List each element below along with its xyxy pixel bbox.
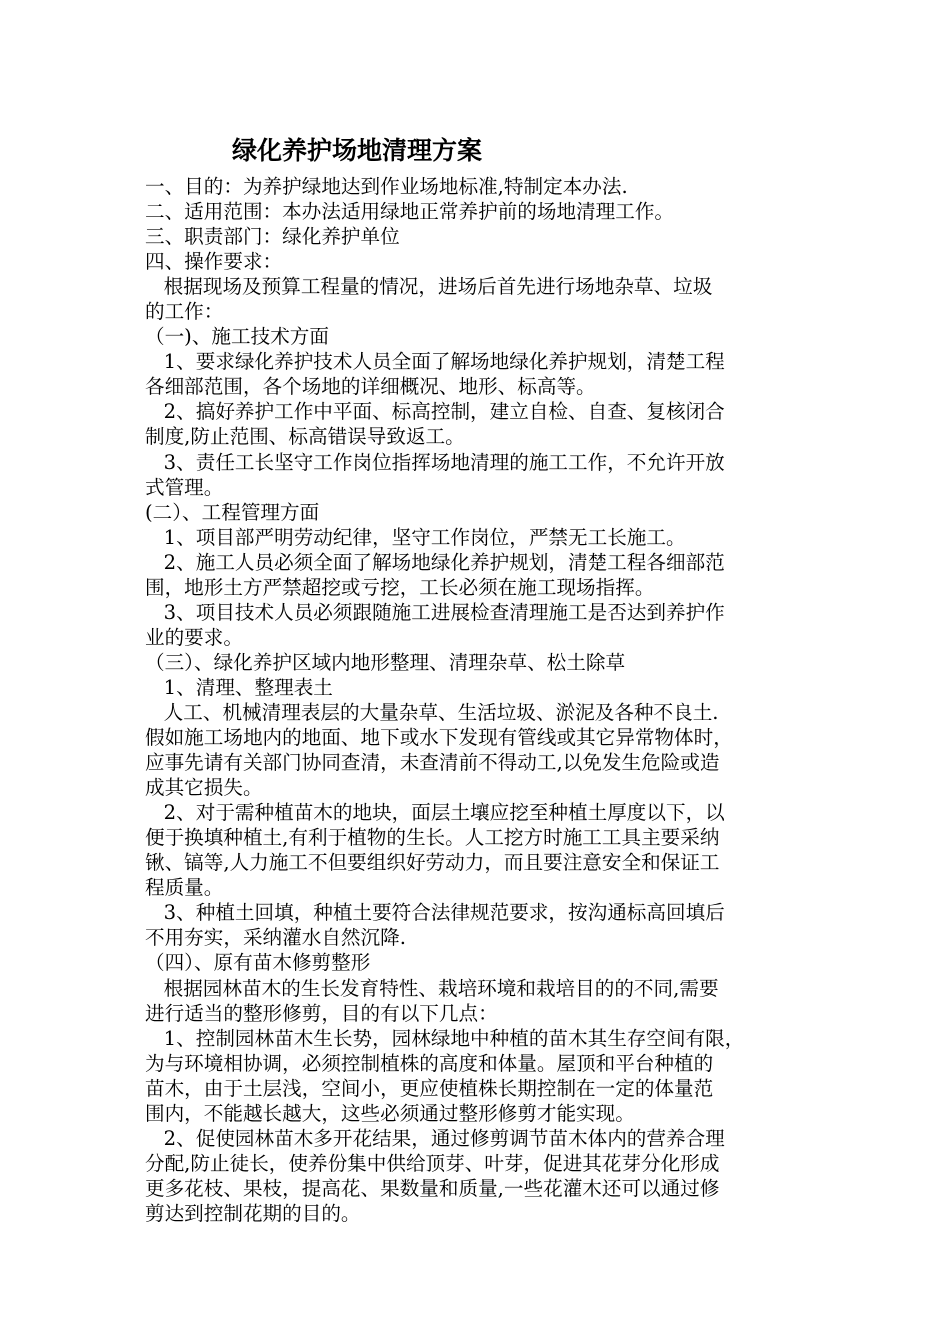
paragraph-line: （四）、原有苗木修剪整形 (145, 951, 371, 975)
paragraph-line: 更多花枝、果枝，提高花、果数量和质量,一些花灌木还可以通过修 (145, 1176, 720, 1200)
paragraph-line: （三）、绿化养护区域内地形整理、清理杂草、松土除草 (145, 650, 626, 674)
paragraph-line: （一)、施工技术方面 (145, 325, 329, 349)
document-title: 绿化养护场地清理方案 (232, 136, 483, 165)
paragraph-line: 围内，不能越长越大，这些必须通过整形修剪才能实现。 (145, 1101, 635, 1125)
paragraph-line: 根据现场及预算工程量的情况，进场后首先进行场地杂草、垃圾 (145, 275, 713, 299)
paragraph-line: 便于换填种植土,有利于植物的生长。人工挖方时施工工具主要采纳 (145, 826, 720, 850)
document-body (145, 174, 817, 1226)
paragraph-line: 应事先请有关部门协同查清，未查清前不得动工,以免发生危险或造 (145, 751, 720, 775)
paragraph-line: 剪达到控制花期的目的。 (145, 1201, 361, 1225)
paragraph-line: 苗木，由于土层浅，空间小，更应使植株长期控制在一定的体量范 (145, 1076, 714, 1100)
paragraph-line: 四、操作要求： (145, 250, 283, 274)
paragraph-line: 1、控制园林苗木生长势，园林绿地中种植的苗木其生存空间有限， (145, 1026, 745, 1050)
paragraph-line: 3、种植土回填，种植土要符合法律规范要求，按沟通标高回填后 (145, 901, 725, 925)
paragraph-line: 1、项目部严明劳动纪律，坚守工作岗位，严禁无工长施工。 (145, 525, 686, 549)
paragraph-line: 假如施工场地内的地面、地下或水下发现有管线或其它异常物体时， (145, 726, 733, 750)
paragraph-line: (二）、工程管理方面 (145, 500, 320, 524)
paragraph-line: 业的要求。 (145, 625, 243, 649)
paragraph-line: 2、促使园林苗木多开花结果，通过修剪调节苗木体内的营养合理 (145, 1126, 725, 1150)
paragraph-line: 2、搞好养护工作中平面、标高控制，建立自检、自查、复核闭合 (145, 400, 725, 424)
paragraph-line: 三、职责部门：绿化养护单位 (145, 225, 400, 249)
paragraph-line: 一、目的：为养护绿地达到作业场地标准,特制定本办法. (145, 175, 628, 198)
paragraph-line: 式管理。 (145, 475, 224, 499)
paragraph-line: 2、对于需种植苗木的地块，面层土壤应挖至种植土厚度以下，以 (145, 801, 725, 825)
paragraph-line: 为与环境相协调，必须控制植株的高度和体量。屋顶和平台种植的 (145, 1051, 714, 1075)
paragraph-line: 不用夯实，采纳灌水自然沉降. (145, 926, 406, 950)
paragraph-line: 根据园林苗木的生长发育特性、栽培环境和栽培目的的不同,需要 (145, 976, 719, 1000)
paragraph-line: 1、要求绿化养护技术人员全面了解场地绿化养护规划，清楚工程 (145, 350, 725, 374)
paragraph-line: 二、适用范围：本办法适用绿地正常养护前的场地清理工作。 (145, 200, 675, 224)
paragraph-line: 人工、机械清理表层的大量杂草、生活垃圾、淤泥及各种不良土. (145, 700, 719, 724)
paragraph-line: 各细部范围，各个场地的详细概况、地形、标高等。 (145, 375, 596, 399)
paragraph-line: 的工作： (145, 300, 224, 324)
paragraph-line: 围，地形土方严禁超挖或亏挖，工长必须在施工现场指挥。 (145, 575, 655, 599)
paragraph-line: 程质量。 (145, 876, 224, 900)
paragraph-line: 成其它损失。 (145, 776, 263, 800)
paragraph-line: 1、清理、整理表土 (145, 675, 333, 699)
paragraph-line: 锹、镐等,人力施工不但要组织好劳动力，而且要注意安全和保证工 (145, 851, 720, 875)
paragraph-line: 分配,防止徒长，使养份集中供给顶芽、叶芽，促进其花芽分化形成 (145, 1151, 720, 1175)
paragraph-line: 3、责任工长坚守工作岗位指挥场地清理的施工工作，不允许开放 (145, 450, 725, 474)
paragraph-line: 进行适当的整形修剪，目的有以下几点： (145, 1001, 498, 1025)
paragraph-line: 制度,防止范围、标高错误导致返工。 (145, 425, 465, 449)
paragraph-line: 3、项目技术人员必须跟随施工进展检查清理施工是否达到养护作 (145, 600, 725, 624)
paragraph-line: 2、施工人员必须全面了解场地绿化养护规划，清楚工程各细部范 (145, 550, 725, 574)
